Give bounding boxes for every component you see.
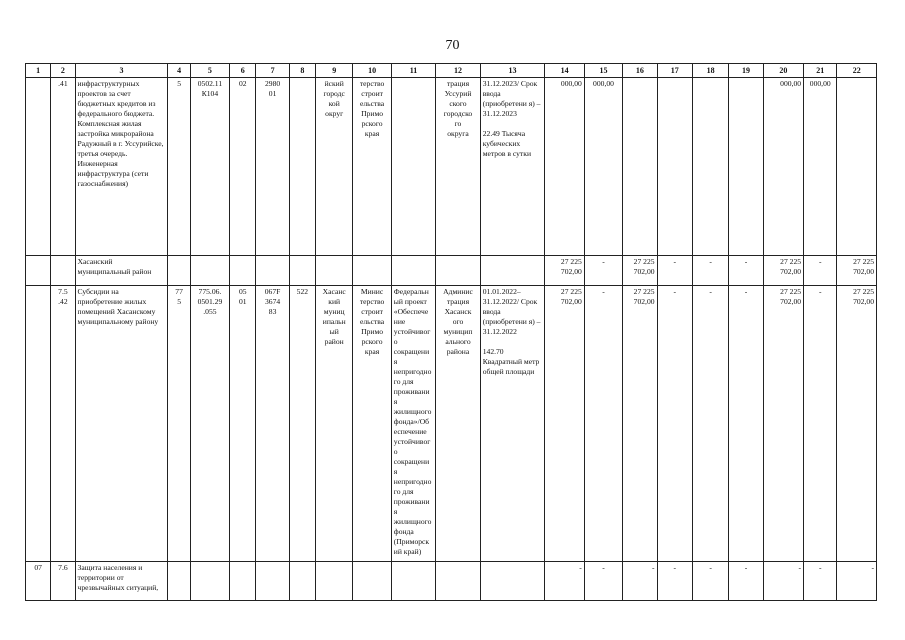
column-header: 13 [480,64,545,78]
table-row [26,286,877,562]
table-row [26,256,877,286]
table-cell: 2980 01 [256,78,289,256]
table-cell: - [729,286,763,562]
table-cell [480,562,545,601]
table-cell [623,78,657,256]
table-cell [230,256,256,286]
table-cell: 7.6 [51,562,75,601]
column-header: 10 [353,64,391,78]
column-header: 15 [584,64,622,78]
column-header: 18 [692,64,728,78]
table-cell: - [804,286,837,562]
table-row [26,78,877,256]
table-cell: 000,00 [545,78,584,256]
table-cell: - [804,256,837,286]
column-header: 6 [230,64,256,78]
table-cell: Федеральн ый проект «Обеспече ние устойчивог о сокращени я непригодно го для проживани я жилищного фонда»/Об еспечение устойчивог о сокращени я непригодно го для проживани я жилищного фонда (Приморск ий край) [391,286,435,562]
table-cell: 000,00 [584,78,622,256]
table-cell: - [837,562,877,601]
table-cell: инфраструктурных проектов за счет бюджетных кредитов из федерального бюджета. Комплексная жилая застройка микрорайона Радужный в г. Уссурийске, третья очередь. Инженерная инфраструктура (сети газоснабжения) [75,78,168,256]
table-cell: 77 5 [168,286,190,562]
table-cell: 02 [230,78,256,256]
table-cell: 522 [289,286,315,562]
table-cell: Минис терство строит ельства Примо рского края [353,286,391,562]
table-cell [837,78,877,256]
table-cell [480,256,545,286]
table-header-row [26,64,877,78]
table-cell: 0502.11 К104 [190,78,229,256]
table-cell [26,78,51,256]
table-cell: 05 01 [230,286,256,562]
table-cell: - [763,562,803,601]
column-header: 14 [545,64,584,78]
budget-table [25,63,877,601]
table-cell [692,78,728,256]
table-cell: 31.12.2023/ Срок ввода (приобретени я) – 31.12.2023 22.49 Тысяча кубических метров в сутки [480,78,545,256]
table-cell: 000,00 [763,78,803,256]
table-cell [190,256,229,286]
table-cell: - [657,286,692,562]
table-cell: 07 [26,562,51,601]
column-header: 16 [623,64,657,78]
table-cell: 27 225 702,00 [623,256,657,286]
table-cell [657,78,692,256]
table-cell: 000,00 [804,78,837,256]
table-cell: 775.06. 0501.29 .055 [190,286,229,562]
table-cell: трация Уссурий ского городско го округа [436,78,480,256]
column-header: 3 [75,64,168,78]
table-cell [289,562,315,601]
column-header: 7 [256,64,289,78]
table-cell: 27 225 702,00 [545,286,584,562]
table-cell [316,256,353,286]
table-cell [190,562,229,601]
table-cell: 01.01.2022– 31.12.2022/ Срок ввода (приобретени я) – 31.12.2022 142.70 Квадратный метр общей площади [480,286,545,562]
table-cell [256,562,289,601]
table-cell [391,256,435,286]
table-cell [26,256,51,286]
table-cell: .41 [51,78,75,256]
column-header: 21 [804,64,837,78]
table-cell [289,256,315,286]
table-cell: 27 225 702,00 [763,286,803,562]
table-cell: 27 225 702,00 [545,256,584,286]
table-cell [353,256,391,286]
table-cell [256,256,289,286]
column-header: 20 [763,64,803,78]
table-cell: - [692,286,728,562]
column-header: 22 [837,64,877,78]
table-cell [26,286,51,562]
table-cell [230,562,256,601]
table-cell: - [692,562,728,601]
table-cell: - [804,562,837,601]
table-cell: 27 225 702,00 [837,286,877,562]
table-cell: 067F 3674 83 [256,286,289,562]
table-cell: - [584,286,622,562]
table-cell [353,562,391,601]
table-cell: 27 225 702,00 [837,256,877,286]
table-cell: - [584,562,622,601]
table-cell: 7.5 .42 [51,286,75,562]
column-header: 8 [289,64,315,78]
table-cell [436,562,480,601]
table-cell [316,562,353,601]
table-cell: - [692,256,728,286]
table-cell: - [729,562,763,601]
table-cell [289,78,315,256]
table-cell [391,78,435,256]
page-number: 70 [445,38,460,53]
table-cell: терство строит ельства Примо рского края [353,78,391,256]
table-cell: Субсидии на приобретение жилых помещений Хасанскому муниципальному району [75,286,168,562]
table-cell: - [657,256,692,286]
column-header: 2 [51,64,75,78]
table-cell: 27 225 702,00 [623,286,657,562]
table-cell [436,256,480,286]
table-cell: Защита населения и территории от чрезвычайных ситуаций, [75,562,168,601]
table-cell: - [729,256,763,286]
table-cell: Хасанский муниципальный район [75,256,168,286]
table-cell [51,256,75,286]
column-header: 12 [436,64,480,78]
table-cell: йский городс кой округ [316,78,353,256]
column-header: 11 [391,64,435,78]
table-cell [168,256,190,286]
column-header: 4 [168,64,190,78]
table-cell [168,562,190,601]
table-cell: - [623,562,657,601]
table-row [26,562,877,601]
column-header: 9 [316,64,353,78]
table-cell: - [545,562,584,601]
table-cell: Админис трация Хасанск ого муницип ального района [436,286,480,562]
table-cell [729,78,763,256]
column-header: 5 [190,64,229,78]
table-cell: 5 [168,78,190,256]
table-cell: 27 225 702,00 [763,256,803,286]
column-header: 1 [26,64,51,78]
table-cell: - [657,562,692,601]
column-header: 17 [657,64,692,78]
column-header: 19 [729,64,763,78]
table-cell: Хасанс кий муниц ипальн ый район [316,286,353,562]
table-cell: - [584,256,622,286]
table-cell [391,562,435,601]
